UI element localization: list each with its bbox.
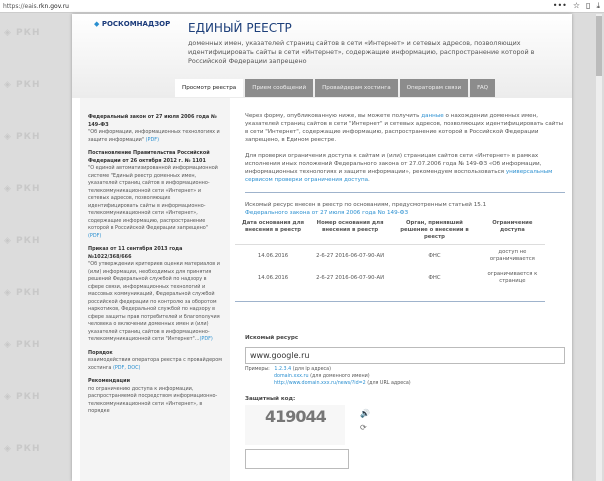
- doc-link[interactable]: DOC): [127, 364, 141, 371]
- download-icon[interactable]: ⤓: [596, 1, 600, 10]
- table-row: 14.06.2016 2-6-27 2016-06-07-90-АИ ФНС ограничивается к странице: [257, 271, 538, 284]
- captcha-label: Защитный код:: [245, 396, 296, 402]
- column-header: Дата основания для внесения в реестр: [235, 217, 311, 245]
- page-container: [72, 14, 572, 481]
- tab-view-registry[interactable]: Просмотр реестра: [175, 79, 243, 97]
- url-domain: rkn.gov.ru: [38, 3, 69, 10]
- data-link[interactable]: данные: [421, 113, 444, 119]
- intro-paragraph: Через форму, опубликованную ниже, вы можете получить данные о нахождении доменных имен, указателей страниц сайтов в сети "Интернет" и сетевых адресов, позволяющих идентифицировать сайты в сети "Интернет", содержащие информацию, распространение которой в Российской Федерации запрещено, в Едином реестре.: [245, 113, 564, 143]
- example-domain-link[interactable]: domain.xxx.ru: [274, 374, 309, 379]
- tab-faq[interactable]: FAQ: [470, 79, 495, 97]
- law-link[interactable]: Федерального закона от 27 июля 2006 года No 149-ФЗ: [245, 210, 409, 216]
- search-label: Искомый ресурс: [245, 335, 299, 341]
- star-icon[interactable]: ☆: [572, 1, 581, 10]
- page-subtitle: доменных имен, указателей страниц сайтов в сети «Интернет» и сетевых адресов, позволяющих идентифицировать сайты в сети «Интернет», содержащие информацию, распространение которой в Российской Федерации запрещено: [188, 39, 535, 65]
- pdf-link[interactable]: (PDF): [199, 336, 213, 342]
- result-text: Искомый ресурс внесен в реестр по основаниям, предусмотренным статьей 15.1 Федерального закона от 27 июля 2006 года No 149-ФЗ: [245, 202, 487, 216]
- watermark: ◈ РКН: [4, 288, 41, 298]
- check-paragraph: Для проверки ограничения доступа к сайтам и (или) страницам сайтов сети «Интернет» в рамках исполнения иных положений Федерального закона от 27.07.2006 года № 149-ФЗ «Об информации, информационных технологиях и защите информации», рекомендуем воспользоваться универсальным сервисом проверки ограничения доступа.: [245, 153, 553, 183]
- scrollbar-thumb[interactable]: [596, 16, 602, 76]
- divider: [235, 301, 545, 302]
- refresh-icon[interactable]: ⟳: [360, 423, 367, 432]
- pdf-link[interactable]: (PDF): [88, 232, 102, 239]
- page-title: ЕДИНЫЙ РЕЕСТР: [188, 21, 292, 35]
- examples: Примеры: 1.2.3.4 (для ip адреса) domain.xxx.ru (для доменного имени) http://www.domain.xxx.ru/news/?id=2 (для URL адреса): [245, 367, 411, 386]
- watermark: ◈ РКН: [4, 80, 41, 90]
- logo[interactable]: ◆ РОСКОМНАДЗОР: [94, 20, 171, 28]
- clipboard-icon[interactable]: ▯: [586, 1, 591, 10]
- column-header: Номер основания для внесения в реестр: [311, 217, 389, 245]
- more-icon[interactable]: •••: [552, 1, 567, 10]
- universal-service-link[interactable]: универсальным сервисом проверки ограничения доступа: [245, 169, 553, 183]
- watermark: ◈ РКН: [4, 340, 41, 350]
- tab-hosting-providers[interactable]: Провайдерам хостинга: [315, 79, 398, 97]
- logo-icon: ◆: [94, 20, 100, 28]
- result-table: [235, 217, 545, 289]
- scrollbar[interactable]: [596, 14, 602, 481]
- pdf-link[interactable]: (PDF,: [112, 364, 126, 371]
- table-row: 14.06.2016 2-6-27 2016-06-07-90-АИ ФНС доступ не ограничивается: [257, 249, 535, 262]
- tabs: [175, 79, 495, 97]
- main-content: [242, 98, 565, 469]
- watermark: ◈ РКН: [4, 28, 41, 38]
- tab-messages[interactable]: Прием сообщений: [245, 79, 313, 97]
- watermark: ◈ РКН: [4, 236, 41, 246]
- header: [72, 14, 572, 98]
- captcha-image: 419044: [245, 405, 345, 445]
- column-header: Орган, принявший решение о внесении в реестр: [389, 217, 480, 245]
- search-input[interactable]: [245, 347, 565, 364]
- watermark: ◈ РКН: [4, 392, 41, 402]
- column-header: Ограничение доступа: [480, 217, 545, 245]
- address-bar[interactable]: [0, 0, 604, 13]
- watermark: ◈ РКН: [4, 444, 41, 454]
- example-url-link[interactable]: http://www.domain.xxx.ru/news/?id=2: [274, 381, 366, 386]
- watermark: ◈ РКН: [4, 132, 41, 142]
- sidebar: Федеральный закон от 27 июля 2006 года № 149-ФЗ "Об информации, информационных технологиях и защите информации" (PDF) Постановление Правительства Российской Федерации от 26 октября 2012 г. № 1101 "О единой автоматизированной информационной системе "Единый реестр доменных имен, указателей страниц сайтов в информационно-телекоммуникационной сети «Интернет» и сетевых адресов, позволяющих идентифицировать сайты в информационно-телекоммуникационной сети «Интернет», содержащие информацию, распространение которой в Российской Федерации запрещено" (PDF) Приказ от 11 сентября 2013 года №1022/368/666 "Об утверждении критериев оценки материалов и (или) информации, необходимых для принятия решений Федеральной службой по надзору в сфере связи, информационных технологий и массовых коммуникаций, Федеральной службой российской федерации по контролю за оборотом наркотиков, Федеральной службой по надзору в сфере защиты прав потребителей и благополучия человека о включении доменных имен и (или) указателей страниц сайтов в информационно-телекоммуникационной сети "Интернет"...(PDF) Порядок взаимодействия оператора реестра с провайдером хостинга (PDF, DOC) Рекомендации по ограничению доступа к информации, распространяемой посредством информационно-телекоммуникационной сети «Интернет», в порядке: [80, 98, 230, 481]
- watermark: ◈ РКН: [4, 184, 41, 194]
- audio-icon[interactable]: 🔊: [360, 409, 370, 418]
- url-prefix: https://eais.: [3, 3, 39, 10]
- captcha-input[interactable]: [245, 449, 349, 469]
- pdf-link[interactable]: (PDF): [145, 136, 159, 143]
- tab-operators[interactable]: Операторам связи: [400, 79, 469, 97]
- divider: [245, 192, 565, 193]
- example-ip-link[interactable]: 1.2.3.4: [274, 367, 292, 372]
